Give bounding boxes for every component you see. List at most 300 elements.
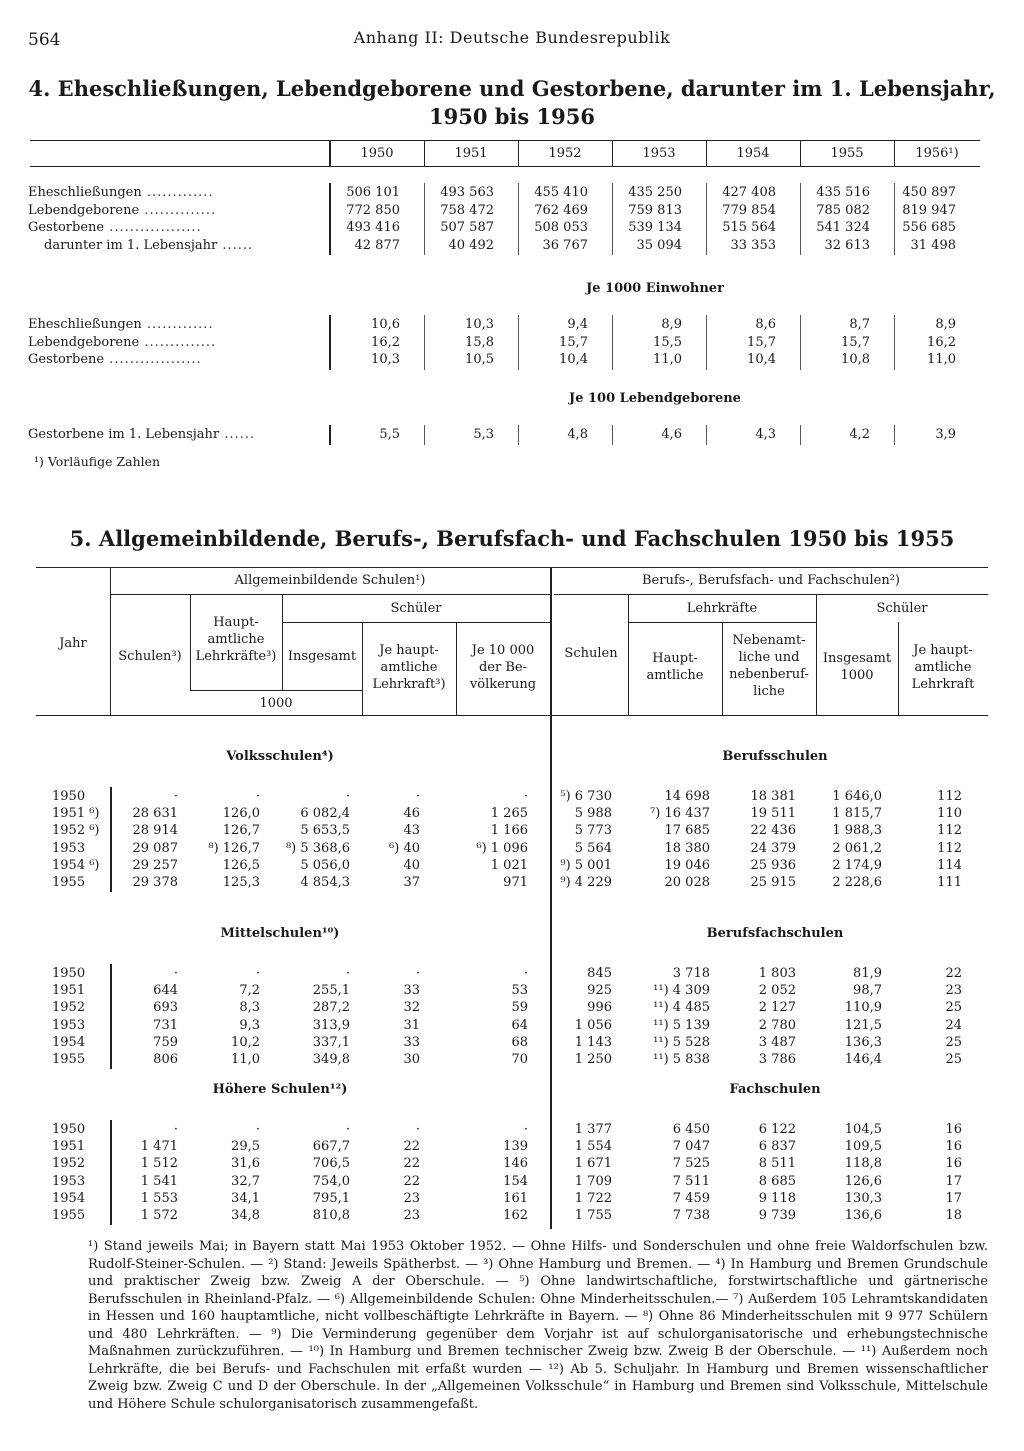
cell-value: 758 472 (440, 202, 494, 218)
section-title-right: Berufsschulen (722, 749, 828, 764)
cell-value: 8,9 (935, 317, 956, 332)
cell-value: 28 631 (132, 806, 178, 822)
row-label-text: Eheschließungen (28, 185, 142, 200)
year-label: 1951 ⁶) (52, 806, 100, 822)
cell-value: 24 379 (750, 840, 796, 856)
year-header: 1956¹) (915, 146, 959, 161)
year-label: 1952 (52, 1156, 86, 1172)
cell-value: 493 416 (346, 220, 400, 235)
leader-dots: ...... (219, 427, 256, 442)
cell-value: 7,2 (239, 983, 260, 999)
cell-value: 32 (403, 1000, 420, 1016)
header-je-hauptamtl-a-line: Lehrkraft³) (372, 677, 446, 692)
cell-value: 1 755 (574, 1208, 612, 1223)
page-number: 564 (28, 30, 61, 50)
leader-dots: ...... (217, 237, 254, 253)
cell-value: 493 563 (440, 185, 494, 200)
cell-value: 10,2 (231, 1034, 260, 1050)
col-divider (110, 567, 111, 715)
header-insgesamt-b-line: 1000 (840, 668, 874, 683)
year-divider (424, 140, 425, 167)
cell-value: 4,3 (755, 427, 776, 442)
year-divider (894, 140, 895, 167)
cell-value: 16,2 (927, 334, 956, 350)
col-divider (800, 183, 801, 255)
cell-value: ⁷) 16 437 (650, 806, 710, 822)
cell-value: 136,6 (844, 1208, 882, 1223)
header-insgesamt-a: Insgesamt (287, 649, 357, 664)
cell-value: 31 (403, 1017, 420, 1033)
cell-value: 10,5 (465, 352, 494, 367)
cell-value: · (173, 789, 178, 804)
cell-value: 287,2 (312, 1000, 350, 1016)
year-label: 1952 (52, 1000, 86, 1016)
header-lehrkraefte-b: Lehrkräfte (686, 601, 758, 616)
col-divider (612, 425, 613, 445)
cell-value: 996 (587, 1000, 612, 1016)
rule (554, 594, 988, 595)
cell-value: ¹¹) 5 528 (653, 1034, 710, 1050)
stub-divider (329, 315, 331, 370)
col-divider (894, 315, 895, 370)
header-je-10000-line: der Be- (478, 660, 527, 675)
cell-value: 126,7 (222, 823, 260, 839)
row-label (28, 335, 216, 350)
cell-value: · (523, 1122, 528, 1137)
header-jahr: Jahr (59, 636, 87, 651)
cell-value: 6 122 (758, 1122, 796, 1137)
year-label: 1953 (52, 1173, 86, 1189)
cell-value: 10,4 (559, 352, 588, 367)
cell-value: 16,2 (371, 334, 400, 350)
header-je-10000-line: Je 10 000 (471, 643, 535, 658)
leader-dots: ............. (141, 317, 214, 332)
cell-value: 23 (945, 983, 962, 999)
cell-value: 541 324 (816, 220, 870, 235)
table4-title-line1: 4. Eheschließungen, Lebendgeborene und Gestorbene, darunter im 1. Lebensjahr, (28, 76, 996, 101)
cell-value: 11,0 (653, 352, 682, 367)
cell-value: 1 553 (140, 1190, 178, 1206)
cell-value: 7 459 (672, 1190, 710, 1206)
cell-value: 23 (403, 1190, 420, 1206)
header-insgesamt-b-line: Insgesamt (822, 651, 892, 666)
cell-value: 34,1 (231, 1190, 260, 1206)
cell-value: 1 646,0 (832, 789, 882, 804)
cell-value: 1 512 (140, 1156, 178, 1172)
cell-value: 11,0 (927, 352, 956, 367)
cell-value: 539 134 (628, 220, 682, 235)
cell-value: 23 (403, 1208, 420, 1223)
cell-value: 435 250 (628, 185, 682, 200)
cell-value: 25 915 (750, 875, 796, 890)
year-label: 1955 (52, 1052, 86, 1067)
cell-value: 10,3 (371, 352, 400, 367)
cell-value: 10,6 (371, 317, 400, 332)
table5-title: 5. Allgemeinbildende, Berufs-, Berufsfach- und Fachschulen 1950 bis 1955 (69, 526, 955, 551)
cell-value: 5,3 (473, 427, 494, 442)
table4-footnote: ¹) Vorläufige Zahlen (34, 454, 161, 469)
cell-value: ¹¹) 5 838 (653, 1052, 710, 1067)
cell-value: 1 803 (758, 966, 796, 981)
header-hauptamtl-lehrkraefte-line: Haupt- (213, 615, 259, 630)
cell-value: 1 250 (574, 1052, 612, 1067)
year-label: 1951 (52, 1139, 86, 1155)
cell-value: · (173, 1122, 178, 1137)
cell-value: 7 525 (672, 1156, 710, 1172)
cell-value: 18 380 (664, 840, 710, 856)
header-je-hauptamtl-a (362, 642, 456, 693)
cell-value: 32,7 (231, 1173, 260, 1189)
year-label: 1954 (52, 1034, 86, 1050)
cell-value: 29,5 (231, 1139, 260, 1155)
col-divider (706, 425, 707, 445)
cell-value: 125,3 (222, 875, 260, 890)
cell-value: 7 047 (672, 1139, 710, 1155)
cell-value: 146 (503, 1156, 528, 1172)
year-label: 1951 (52, 983, 86, 999)
cell-value: 22 (403, 1156, 420, 1172)
cell-value: · (255, 789, 260, 804)
cell-value: · (345, 789, 350, 804)
cell-value: 925 (587, 983, 612, 999)
cell-value: 25 936 (750, 857, 796, 873)
cell-value: 8,3 (239, 1000, 260, 1016)
cell-value: 810,8 (312, 1208, 350, 1223)
leader-dots: .................. (104, 352, 202, 367)
cell-value: 20 028 (664, 875, 710, 890)
cell-value: 34,8 (231, 1208, 260, 1223)
cell-value: 109,5 (844, 1139, 882, 1155)
header-hauptamtl-b (628, 650, 722, 684)
cell-value: ⁹) 5 001 (560, 857, 612, 873)
cell-value: 68 (511, 1034, 528, 1050)
cell-value: 32 613 (824, 237, 870, 253)
year-label: 1950 (52, 1122, 86, 1137)
cell-value: · (523, 789, 528, 804)
cell-value: ¹¹) 5 139 (653, 1017, 710, 1033)
cell-value: 17 685 (664, 823, 710, 839)
cell-value: 2 127 (758, 1000, 796, 1016)
cell-value: 759 (153, 1034, 178, 1050)
year-divider (518, 140, 519, 167)
cell-value: ⁸) 5 368,6 (285, 840, 350, 856)
cell-value: 110 (937, 806, 962, 822)
cell-value: 255,1 (312, 983, 350, 999)
header-insgesamt-b (816, 650, 898, 684)
cell-value: 29 257 (132, 857, 178, 873)
table5-footnotes-text: ¹) Stand jeweils Mai; in Bayern statt Mai 1953 Oktober 1952. — Ohne Hilfs- und Sonderschulen und ohne freie Waldorfschulen bzw. Rudolf-Steiner-Schulen. — ²) Stand: Jeweils Spätherbst. — ³) Ohne Hamburg und Bremen. — ⁴) In Hamburg und Bremen Grundschule und praktischer Zweig bzw. Zweig A der Oberschule. — ⁵) Ohne landwirtschaftliche, forstwirtschaftliche und gärtnerische Berufsschulen in Rheinland-Pfalz. — ⁶) Allgemeinbildende Schulen: Ohne Minderheitsschulen.— ⁷) Außerdem 105 Lehramtskandidaten in Hessen und 160 hauptamtliche, nicht vollbeschäftigte Lehrkräfte in Bayern. — ⁸) Ohne 86 Minderheitsschulen mit 9 977 Schülern und 480 Lehrkräften. — ⁹) Die Verminderung gegenüber dem Vorjahr ist auf schulorganisatorische und erhebungstechnische Maßnahmen zurückzuführen. — ¹⁰) In Hamburg und Bremen technischer Zweig bzw. Zweig B der Oberschule. — ¹¹) Außerdem noch Lehrkräfte, die bei Berufs- und Fachschulen mit erfaßt wurden — ¹²) Ab 5. Schuljahr. In Hamburg und Bremen wissenschaftlicher Zweig bzw. Zweig C und D der Oberschule. In der „Allgemeinen Volksschule“ in Hamburg und Bremen sind Volksschule, Mittelschule und Höhere Schule schulorganisatorisch zusammengefaßt. (88, 1239, 988, 1412)
header-nebenamtl-b-line: liche (753, 684, 785, 699)
cell-value: · (415, 966, 420, 981)
cell-value: 25 (945, 1000, 962, 1016)
cell-value: 806 (153, 1052, 178, 1067)
cell-value: 25 (945, 1052, 962, 1067)
leader-dots: .................. (104, 220, 202, 235)
cell-value: 81,9 (853, 966, 882, 981)
cell-value: 2 780 (758, 1017, 796, 1033)
header-schueler-a: Schüler (390, 601, 442, 616)
cell-value: 1 988,3 (832, 823, 882, 839)
cell-value: 139 (503, 1139, 528, 1155)
table4-per100-heading: Je 100 Lebendgeborene (569, 391, 741, 406)
col-divider (612, 315, 613, 370)
col-divider (424, 315, 425, 370)
row-label (28, 185, 214, 200)
cell-value: 30 (403, 1052, 420, 1067)
rule (190, 690, 362, 691)
cell-value: 1 265 (490, 806, 528, 822)
cell-value: 10,8 (841, 352, 870, 367)
leader-dots: ............. (141, 185, 214, 200)
table4-top-rule (30, 140, 980, 141)
stub-divider (329, 183, 331, 255)
cell-value: 4,2 (849, 427, 870, 442)
cell-value: 17 (945, 1190, 962, 1206)
cell-value: 427 408 (722, 185, 776, 200)
cell-value: 31 498 (910, 237, 956, 253)
cell-value: ⁹) 4 229 (560, 875, 612, 890)
col-divider (706, 183, 707, 255)
header-je-10000-line: völkerung (469, 677, 537, 692)
cell-value: 98,7 (853, 983, 882, 999)
leader-dots: .............. (139, 334, 217, 350)
cell-value: · (415, 789, 420, 804)
section-title-right: Fachschulen (729, 1082, 821, 1097)
cell-value: 126,5 (222, 857, 260, 873)
cell-value: 3,9 (935, 427, 956, 442)
year-divider (612, 140, 613, 167)
cell-value: 110,9 (844, 1000, 882, 1016)
cell-value: 46 (403, 806, 420, 822)
row-label-text: Gestorbene im 1. Lebensjahr (28, 427, 220, 442)
cell-value: 22 (403, 1173, 420, 1189)
cell-value: 29 378 (132, 875, 178, 890)
header-schueler-b: Schüler (876, 601, 928, 616)
cell-value: 706,5 (312, 1156, 350, 1172)
cell-value: 450 897 (902, 185, 956, 200)
table5-top-rule (36, 567, 988, 568)
cell-value: 9 739 (758, 1208, 796, 1223)
header-berufsschulen-group: Berufs-, Berufsfach- und Fachschulen²) (642, 573, 900, 588)
cell-value: 11,0 (231, 1052, 260, 1067)
cell-value: 1 471 (140, 1139, 178, 1155)
row-label-text: Lebendgeborene (28, 334, 140, 350)
table4-per1000-heading: Je 1000 Einwohner (586, 281, 724, 296)
cell-value: 14 698 (664, 789, 710, 804)
table4-title-line2: 1950 bis 1956 (428, 104, 595, 129)
cell-value: 15,7 (559, 334, 588, 350)
cell-value: 6 837 (758, 1139, 796, 1155)
cell-value: 2 228,6 (832, 875, 882, 890)
row-label (28, 203, 216, 218)
cell-value: 455 410 (534, 185, 588, 200)
cell-value: 15,5 (653, 334, 682, 350)
col-divider (894, 183, 895, 255)
cell-value: 112 (937, 840, 962, 856)
rule (282, 622, 550, 623)
cell-value: 1 554 (574, 1139, 612, 1155)
cell-value: 22 (945, 966, 962, 981)
section-title-right: Berufsfachschulen (706, 926, 844, 941)
table4-head-rule (30, 166, 980, 167)
header-je-hauptamtl-b (898, 642, 988, 693)
cell-value: ¹¹) 4 309 (653, 983, 710, 999)
cell-value: 4,8 (567, 427, 588, 442)
year-label: 1953 (52, 840, 86, 856)
cell-value: 1 143 (574, 1034, 612, 1050)
cell-value: 819 947 (902, 202, 956, 218)
cell-value: · (415, 1122, 420, 1137)
cell-value: 43 (403, 823, 420, 839)
cell-value: 507 587 (440, 220, 494, 235)
col-divider (706, 315, 707, 370)
cell-value: 1 056 (574, 1017, 612, 1033)
running-head: Anhang II: Deutsche Bundesrepublik (353, 28, 671, 47)
col-divider (424, 425, 425, 445)
cell-value: 3 718 (672, 966, 710, 981)
cell-value: 136,3 (844, 1034, 882, 1050)
cell-value: 130,3 (844, 1190, 882, 1206)
year-header: 1952 (548, 146, 582, 161)
cell-value: ⁶) 1 096 (476, 840, 528, 856)
year-label: 1950 (52, 966, 86, 981)
col-divider (800, 425, 801, 445)
cell-value: 9,3 (239, 1017, 260, 1033)
cell-value: 37 (403, 875, 420, 890)
cell-value: ¹¹) 4 485 (653, 1000, 710, 1016)
cell-value: 508 053 (534, 220, 588, 235)
col-divider (612, 183, 613, 255)
cell-value: 2 061,2 (832, 840, 882, 856)
cell-value: 8 511 (758, 1156, 796, 1172)
header-hauptamtl-b-line: amtliche (646, 668, 704, 683)
row-label-text: Gestorbene (28, 352, 105, 367)
header-je-hauptamtl-b-line: amtliche (914, 660, 972, 675)
header-schulen-b: Schulen (564, 646, 618, 661)
cell-value: 25 (945, 1034, 962, 1050)
table5-footnotes (88, 1238, 988, 1413)
col-divider (518, 315, 519, 370)
cell-value: 5 056,0 (300, 857, 350, 873)
table4-title (20, 75, 1004, 131)
year-header: 1953 (642, 146, 676, 161)
cell-value: 15,8 (465, 334, 494, 350)
year-header: 1951 (454, 146, 488, 161)
cell-value: 118,8 (844, 1156, 882, 1172)
cell-value: 33 353 (730, 237, 776, 253)
cell-value: 9,4 (567, 317, 588, 332)
cell-value: ⁶) 40 (389, 840, 420, 856)
cell-value: 515 564 (722, 220, 776, 235)
section-title-left: Höhere Schulen¹²) (212, 1082, 348, 1097)
cell-value: · (523, 966, 528, 981)
cell-value: 8,7 (849, 317, 870, 332)
header-nebenamtl-b-line: Nebenamt- (732, 633, 806, 648)
header-je-hauptamtl-a-line: Je haupt- (379, 643, 439, 658)
cell-value: 9 118 (758, 1190, 796, 1206)
cell-value: 1 815,7 (832, 806, 882, 822)
cell-value: 104,5 (844, 1122, 882, 1137)
stub-divider (329, 425, 331, 445)
cell-value: 8 685 (758, 1173, 796, 1189)
cell-value: 40 (403, 857, 420, 873)
cell-value: 556 685 (902, 220, 956, 235)
year-label: 1955 (52, 1208, 86, 1223)
cell-value: 1 572 (140, 1208, 178, 1223)
cell-value: 10,3 (465, 317, 494, 332)
cell-value: 33 (403, 983, 420, 999)
cell-value: · (345, 1122, 350, 1137)
cell-value: 349,8 (312, 1052, 350, 1067)
cell-value: 22 436 (750, 823, 796, 839)
cell-value: 6 450 (672, 1122, 710, 1137)
header-nebenamtl-b-line: nebenberuf- (729, 667, 809, 682)
year-divider (800, 140, 801, 167)
cell-value: 28 914 (132, 823, 178, 839)
year-label: 1952 ⁶) (52, 823, 100, 839)
header-je-hauptamtl-b-line: Lehrkraft (911, 677, 975, 692)
cell-value: · (255, 966, 260, 981)
cell-value: 1 541 (140, 1173, 178, 1189)
header-hauptamtl-lehrkraefte-line: amtliche (207, 632, 265, 647)
year-label: 1950 (52, 789, 86, 804)
cell-value: 7 511 (672, 1173, 710, 1189)
cell-value: 795,1 (312, 1190, 350, 1206)
cell-value: 337,1 (312, 1034, 350, 1050)
header-je-hauptamtl-b-line: Je haupt- (913, 643, 973, 658)
row-label-text: darunter im 1. Lebensjahr (44, 237, 218, 253)
cell-value: · (345, 966, 350, 981)
cell-value: 126,6 (844, 1173, 882, 1189)
cell-value: 24 (945, 1017, 962, 1033)
cell-value: 1 709 (574, 1173, 612, 1189)
cell-value: 40 492 (448, 237, 494, 253)
cell-value: 111 (937, 875, 962, 890)
row-label-text: Lebendgeborene (28, 202, 140, 218)
year-label: 1954 ⁶) (52, 857, 100, 873)
cell-value: 2 174,9 (832, 857, 882, 873)
cell-value: 112 (937, 789, 962, 804)
cell-value: 126,0 (222, 806, 260, 822)
rule (110, 594, 550, 595)
cell-value: 4 854,3 (300, 875, 350, 890)
cell-value: 8,6 (755, 317, 776, 332)
cell-value: 154 (503, 1173, 528, 1189)
header-je-hauptamtl-a-line: amtliche (380, 660, 438, 675)
cell-value: 53 (511, 983, 528, 999)
year-label: 1954 (52, 1190, 86, 1206)
section-title-left: Volksschulen⁴) (226, 749, 334, 764)
cell-value: 1 377 (574, 1122, 612, 1137)
cell-value: 35 094 (636, 237, 682, 253)
year-header: 1955 (830, 146, 864, 161)
col-divider (800, 315, 801, 370)
cell-value: 112 (937, 823, 962, 839)
year-header: 1954 (736, 146, 770, 161)
cell-value: 15,7 (841, 334, 870, 350)
table5-head-bottom-rule (36, 715, 988, 716)
cell-value: 971 (503, 875, 528, 890)
cell-value: ⁸) 126,7 (208, 840, 260, 856)
cell-value: 644 (153, 983, 178, 999)
cell-value: 731 (153, 1017, 178, 1033)
cell-value: · (173, 966, 178, 981)
cell-value: 5 988 (574, 806, 612, 822)
cell-value: 313,9 (312, 1017, 350, 1033)
cell-value: 435 516 (816, 185, 870, 200)
header-nebenamtl-b (722, 632, 816, 700)
cell-value: 16 (945, 1156, 962, 1172)
